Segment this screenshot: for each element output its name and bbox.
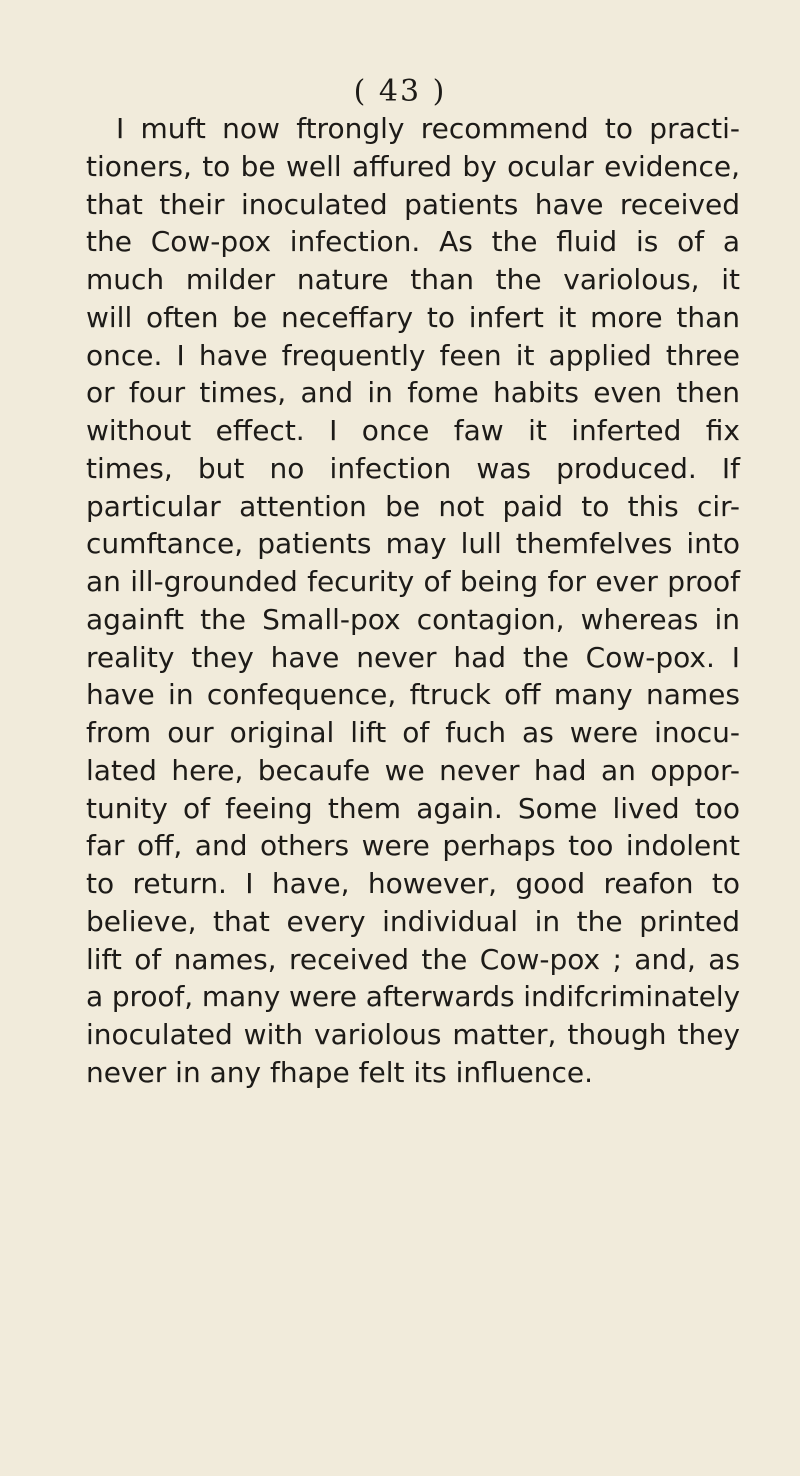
text-line: againft the Small-pox contagion, whereas in <box>86 602 740 636</box>
text-line: times, but no infection was produced. If <box>86 451 740 485</box>
text-line: I muft now ftrongly recommend to practi- <box>116 112 740 145</box>
text-line: without effect. I once faw it inferted fix <box>86 414 740 447</box>
text-line: tioners, to be well affured by ocular evidence, <box>86 149 740 183</box>
text-line: far off, and others were perhaps too indolent <box>86 829 740 863</box>
body-paragraph <box>86 110 740 1092</box>
text-line: lated here, becaufe we never had an oppor- <box>86 753 740 787</box>
text-line: have in confequence, ftruck off many names <box>86 678 740 712</box>
text-line: particular attention be not paid to this cir- <box>86 489 740 523</box>
text-line: cumftance, patients may lull themfelves into <box>86 527 740 561</box>
text-line: or four times, and in fome habits even then <box>86 376 740 410</box>
text-line: believe, that every individual in the printed <box>86 904 740 938</box>
text-line: will often be neceffary to infert it more than <box>86 300 740 334</box>
text-line: inoculated with variolous matter, though they <box>86 1018 740 1051</box>
text-line: a proof, many were afterwards indifcriminately <box>86 980 740 1014</box>
text-line: that their inoculated patients have received <box>86 187 740 221</box>
text-line: tunity of feeing them again. Some lived too <box>86 791 740 825</box>
text-line: much milder nature than the variolous, it <box>86 263 740 296</box>
text-line: to return. I have, however, good reafon to <box>86 867 740 900</box>
text-line: an ill-grounded fecurity of being for ever proof <box>86 565 740 598</box>
text-line: the Cow-pox infection. As the fluid is of a <box>86 225 740 259</box>
text-line: lift of names, received the Cow-pox ; and, as <box>86 942 740 976</box>
text-line: from our original lift of fuch as were inocu- <box>86 716 740 749</box>
text-line: reality they have never had the Cow-pox. I <box>86 640 740 674</box>
text-line: never in any fhape felt its influence. <box>86 1055 594 1089</box>
page-number: ( 43 ) <box>353 74 447 109</box>
text-line: once. I have frequently feen it applied three <box>86 338 740 372</box>
